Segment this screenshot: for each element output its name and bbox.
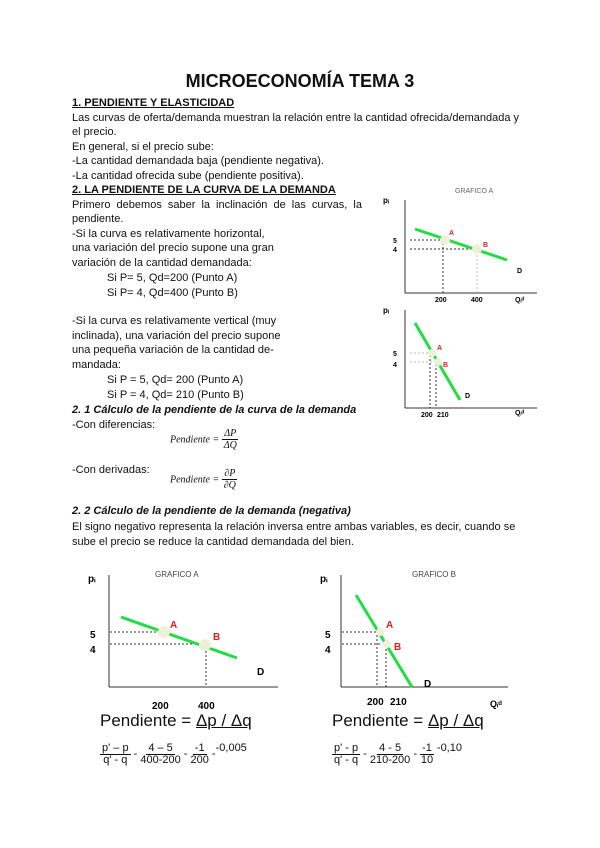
text-line: mandada: (72, 359, 121, 371)
text-line: Primero debemos saber la inclinación de las curvas, la (72, 199, 362, 211)
formula-word: Pendiente = (332, 711, 428, 730)
denominator: 210-200 (369, 753, 411, 766)
formula-diferencias (170, 428, 238, 451)
text-line: Si P= 5, Qd=200 (Punto A) (107, 272, 238, 284)
point-b (434, 358, 442, 366)
formula-ratio: Δp / Δq (427, 711, 484, 730)
section-1-heading: 1. PENDIENTE Y ELASTICIDAD (72, 97, 235, 109)
pendiente-formula-b (332, 711, 484, 730)
curve-label: D (465, 393, 471, 400)
page-title: MICROECONOMÍA TEMA 3 (185, 71, 415, 91)
text-line: En general, si el precio sube: (72, 141, 214, 153)
denominator: 200 (190, 753, 209, 766)
numerator: ∂P (224, 468, 236, 479)
text-line: una pequeña variación de la cantidad de- (72, 344, 274, 356)
text-line: -La cantidad demandada baja (pendiente negativa). (72, 155, 324, 167)
p-tick: 4 (393, 362, 397, 369)
q-tick: 200 (421, 412, 433, 419)
calculation-a: $\frac{p' - p}{q' - q}$ - $\frac{4 - 5}{400-200}$ - $\frac{-1}{200}$ --0,005 (102, 741, 247, 766)
y-axis-label: pᵢ (383, 306, 390, 315)
section-2-heading: 2. LA PENDIENTE DE LA CURVA DE LA DEMANDA (72, 184, 336, 196)
text-line: variación de la cantidad demandada: (72, 257, 252, 269)
small-graph-b (375, 305, 535, 420)
section-2-1-heading: 2. 1 Cálculo de la pendiente de la curva de la demanda (72, 404, 357, 416)
curve-label: D (517, 268, 523, 275)
curve-label: D (424, 679, 432, 690)
calculation-b: $\frac{p' - p}{q' - q}$ - $\frac{4 - 5}{210-200}$ - $\frac{-1}{10}$ -0,10 (334, 741, 462, 766)
point-a (428, 349, 436, 357)
x-axis-label: Qᵢᵈ (515, 297, 525, 304)
x-axis-label: Qᵢᵈ (515, 410, 525, 417)
text-line: una variación del precio supone una gran (72, 242, 274, 254)
text-line: Si P= 4, Qd=400 (Punto B) (107, 287, 238, 299)
point-b-label: B (483, 242, 489, 249)
text-line: el precio. (72, 126, 117, 138)
q-tick: 200 (435, 297, 447, 304)
p-tick: 4 (325, 645, 331, 656)
p-tick: 4 (393, 247, 397, 254)
point-b (383, 640, 391, 648)
point-a-label: A (437, 345, 443, 352)
numerator: p' – p (102, 741, 129, 754)
q-tick: 210 (437, 412, 449, 419)
denominator: q' - q (103, 753, 128, 766)
q-tick: 200 (367, 697, 384, 708)
graph-b (312, 565, 512, 710)
graph-a (80, 565, 280, 712)
demand-curve (415, 229, 507, 260)
pendiente-formula-a (100, 711, 252, 730)
p-tick: 5 (393, 351, 397, 358)
graph-title: GRAFICO A (155, 570, 199, 579)
formula-word: Pendiente = (170, 434, 220, 446)
q-tick: 200 (152, 701, 169, 712)
p-tick: 4 (90, 645, 96, 656)
graph-title: GRAFICO B (412, 570, 457, 579)
q-tick: 210 (390, 697, 407, 708)
numerator: -1 (194, 741, 205, 754)
formula-ratio: Δp / Δq (195, 711, 252, 730)
p-tick: 5 (393, 238, 397, 245)
formula-word: Pendiente = (170, 474, 220, 486)
denominator: 10 (420, 753, 434, 766)
point-a (158, 626, 170, 638)
point-a (376, 628, 384, 636)
text-line: -Si la curva es relativamente vertical (muy (72, 315, 277, 327)
denominator: q' - q (334, 753, 359, 766)
p-tick: 5 (90, 630, 96, 641)
text-line: Si P = 5, Qd= 200 (Punto A) (107, 374, 244, 386)
small-graph-a (375, 185, 535, 305)
derivadas-label: -Con derivadas: (72, 464, 150, 476)
point-a-label: A (170, 620, 178, 631)
point-b-label: B (443, 362, 449, 369)
point-b-label: B (213, 632, 221, 643)
section-2-2-heading: 2. 2 Cálculo de la pendiente de la demanda (negativa) (72, 505, 351, 517)
text-line: sube el precio se reduce la cantidad demandada del bien. (72, 536, 354, 548)
numerator: p' - p (334, 741, 359, 754)
formula-derivadas (170, 468, 237, 491)
p-tick: 5 (325, 630, 331, 641)
text-line: -Si la curva es relativamente horizontal, (72, 228, 265, 240)
text-line: El signo negativo representa la relación inversa entre ambas variables, es decir, cuando se (72, 521, 516, 533)
formula-word: Pendiente = (100, 711, 196, 730)
denominator: ΔQ (223, 440, 237, 451)
denominator: ∂Q (223, 480, 236, 491)
point-b-label: B (394, 642, 402, 653)
numerator: 4 – 5 (148, 741, 173, 754)
text-line: inclinada), una variación del precio supone (72, 330, 281, 342)
denominator: 400-200 (140, 753, 181, 766)
graph-title: GRAFICO A (455, 188, 494, 195)
point-a-label: A (449, 230, 455, 237)
x-axis-label: Qᵢᵈ (490, 699, 502, 709)
y-axis-label: pᵢ (383, 196, 390, 205)
point-a-label: A (386, 620, 394, 631)
demand-curve (356, 595, 412, 687)
y-axis-label: pᵢ (88, 574, 96, 585)
point-b (472, 244, 482, 254)
diferencias-label: -Con diferencias: (72, 419, 156, 431)
result: -0,10 (436, 742, 462, 754)
text-line: Las curvas de oferta/demanda muestran la relación entre la cantidad ofrecida/demandada y (72, 112, 519, 124)
q-tick: 400 (471, 297, 483, 304)
y-axis-label: pᵢ (320, 574, 328, 585)
curve-label: D (257, 667, 265, 678)
point-b (199, 639, 211, 651)
text-line: pendiente. (72, 213, 124, 225)
numerator: 4 - 5 (379, 741, 402, 754)
text-line: Si P = 4, Qd= 210 (Punto B) (107, 389, 244, 401)
text-line: -La cantidad ofrecida sube (pendiente positiva). (72, 170, 304, 182)
numerator: ΔP (224, 428, 237, 439)
numerator: -1 (422, 741, 432, 754)
result: -0,005 (215, 742, 247, 754)
q-tick: 400 (198, 701, 215, 712)
